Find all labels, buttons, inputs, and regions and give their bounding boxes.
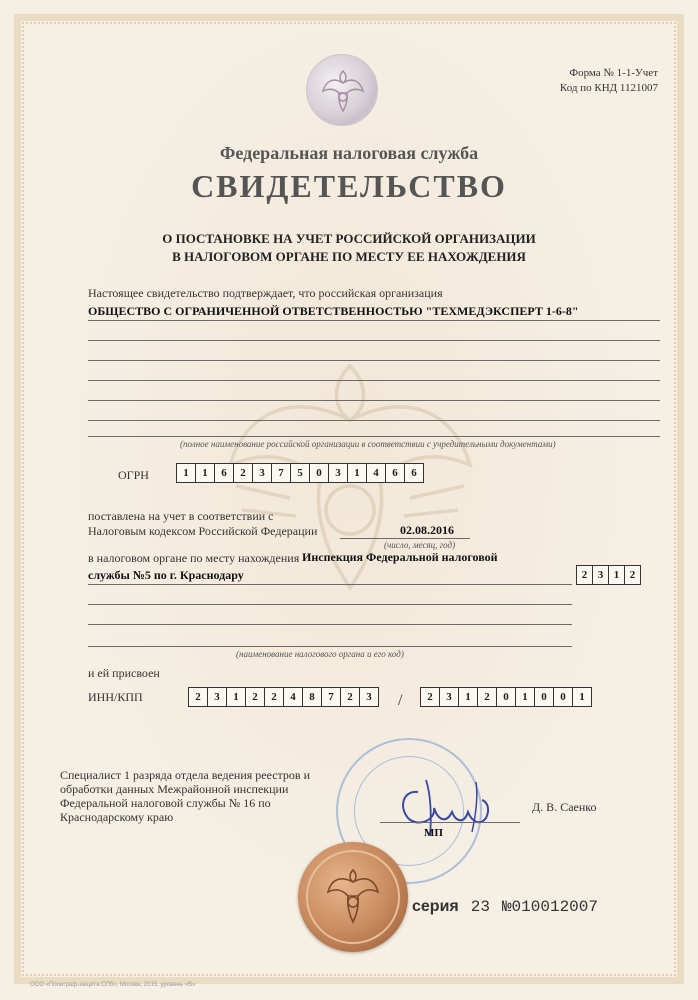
ogrn-digit-cell: 4 xyxy=(366,463,386,483)
registration-text-2: Налоговым кодексом Российской Федерации xyxy=(88,524,318,538)
certificate-number: №010012007 xyxy=(501,898,598,916)
kpp-digit-cell: 3 xyxy=(439,687,459,707)
ogrn-digit-cell: 7 xyxy=(271,463,291,483)
inn-digit-cell: 2 xyxy=(264,687,284,707)
gold-seal-icon xyxy=(298,842,408,952)
ogrn-digit-cell: 1 xyxy=(347,463,367,483)
series-label: серия xyxy=(412,898,459,915)
kpp-digit-cell: 1 xyxy=(515,687,535,707)
assigned-text: и ей присвоен xyxy=(88,666,160,680)
ogrn-digit-cell: 3 xyxy=(252,463,272,483)
inn-kpp-separator: / xyxy=(398,692,403,709)
blank-line xyxy=(88,400,660,401)
series-value: 23 xyxy=(470,898,490,916)
authority-code-cells xyxy=(576,565,640,585)
signer-name: Д. В. Саенко xyxy=(532,800,597,814)
kpp-digit-cell: 2 xyxy=(420,687,440,707)
handwritten-signature-icon xyxy=(390,762,500,842)
ogrn-digit-cell: 5 xyxy=(290,463,310,483)
position-line-3: Федеральной налоговой службы № 16 по xyxy=(60,796,271,810)
ogrn-label: ОГРН xyxy=(118,468,149,482)
position-line-4: Краснодарскому краю xyxy=(60,810,174,824)
authority-code-cell: 1 xyxy=(608,565,625,585)
inn-digit-cell: 7 xyxy=(321,687,341,707)
inn-cells xyxy=(188,687,378,707)
organization-intro: Настоящее свидетельство подтверждает, что российская организация xyxy=(88,286,443,300)
ogrn-digit-cell: 6 xyxy=(385,463,405,483)
subtitle-line-2: В НАЛОГОВОМ ОРГАНЕ ПО МЕСТУ ЕЕ НАХОЖДЕНИЯ xyxy=(172,249,526,264)
authority-code-cell: 3 xyxy=(592,565,609,585)
ogrn-digit-cell: 3 xyxy=(328,463,348,483)
date-underline xyxy=(340,538,470,539)
signature-line xyxy=(380,822,520,823)
kpp-digit-cell: 0 xyxy=(496,687,516,707)
inn-digit-cell: 2 xyxy=(340,687,360,707)
ogrn-digit-cell: 0 xyxy=(309,463,329,483)
kpp-digit-cell: 0 xyxy=(553,687,573,707)
inn-digit-cell: 3 xyxy=(359,687,379,707)
form-number: Форма № 1-1-Учет xyxy=(569,67,658,79)
inn-kpp-label: ИНН/КПП xyxy=(88,690,143,704)
registration-text-1: поставлена на учет в соответствии с xyxy=(88,509,274,523)
series-number xyxy=(412,898,598,916)
knd-code: Код по КНД 1121007 xyxy=(559,82,658,94)
kpp-digit-cell: 1 xyxy=(458,687,478,707)
blank-line xyxy=(88,420,660,421)
position-line-1: Специалист 1 разряда отдела ведения реестров и xyxy=(60,768,311,782)
position-line-2: обработки данных Межрайонной инспекции xyxy=(60,782,289,796)
blank-line xyxy=(88,604,572,605)
form-info xyxy=(560,66,658,96)
page-title: СВИДЕТЕЛЬСТВО xyxy=(191,168,507,204)
date-caption: (число, месяц, год) xyxy=(384,540,456,550)
ogrn-digit-cell: 1 xyxy=(195,463,215,483)
inn-digit-cell: 3 xyxy=(207,687,227,707)
inn-digit-cell: 2 xyxy=(245,687,265,707)
blank-line xyxy=(88,360,660,361)
registration-date: 02.08.2016 xyxy=(400,523,454,537)
authority-intro: в налоговом органе по месту нахождения xyxy=(88,551,300,565)
subtitle xyxy=(0,230,698,266)
authority-underline xyxy=(88,584,572,585)
blank-line xyxy=(88,340,660,341)
authority-caption: (наименование налогового органа и его код) xyxy=(236,649,404,659)
ogrn-digit-cell: 1 xyxy=(176,463,196,483)
agency-name: Федеральная налоговая служба xyxy=(219,143,479,163)
kpp-digit-cell: 0 xyxy=(534,687,554,707)
blank-line xyxy=(88,436,660,437)
ogrn-cells xyxy=(176,463,423,483)
ogrn-digit-cell: 2 xyxy=(233,463,253,483)
hologram-emblem-icon xyxy=(306,54,378,126)
signer-position xyxy=(60,768,310,824)
printer-info: ООО «Полиграф-защита СПб», Москва, 2015, уровень «В» xyxy=(30,982,196,988)
kpp-digit-cell: 2 xyxy=(477,687,497,707)
organization-name: ОБЩЕСТВО С ОГРАНИЧЕННОЙ ОТВЕТСТВЕННОСТЬЮ "ТЕХМЕДЭКСПЕРТ 1-6-8" xyxy=(88,304,579,318)
ogrn-digit-cell: 6 xyxy=(404,463,424,483)
authority-line-2: службы №5 по г. Краснодару xyxy=(88,568,244,582)
name-underline xyxy=(88,320,660,321)
inn-digit-cell: 8 xyxy=(302,687,322,707)
blank-line xyxy=(88,380,660,381)
organization-caption: (полное наименование российской организации в соответствии с учредительными документами) xyxy=(180,439,556,449)
mp-label: МП xyxy=(424,827,443,839)
blank-line xyxy=(88,624,572,625)
ogrn-digit-cell: 6 xyxy=(214,463,234,483)
kpp-digit-cell: 1 xyxy=(572,687,592,707)
authority-line-1: Инспекция Федеральной налоговой xyxy=(302,550,498,564)
kpp-cells xyxy=(420,687,591,707)
inn-digit-cell: 4 xyxy=(283,687,303,707)
inn-digit-cell: 2 xyxy=(188,687,208,707)
blank-line xyxy=(88,646,572,647)
inn-digit-cell: 1 xyxy=(226,687,246,707)
authority-code-cell: 2 xyxy=(576,565,593,585)
subtitle-line-1: О ПОСТАНОВКЕ НА УЧЕТ РОССИЙСКОЙ ОРГАНИЗАЦИИ xyxy=(162,231,536,246)
authority-code-cell: 2 xyxy=(624,565,641,585)
